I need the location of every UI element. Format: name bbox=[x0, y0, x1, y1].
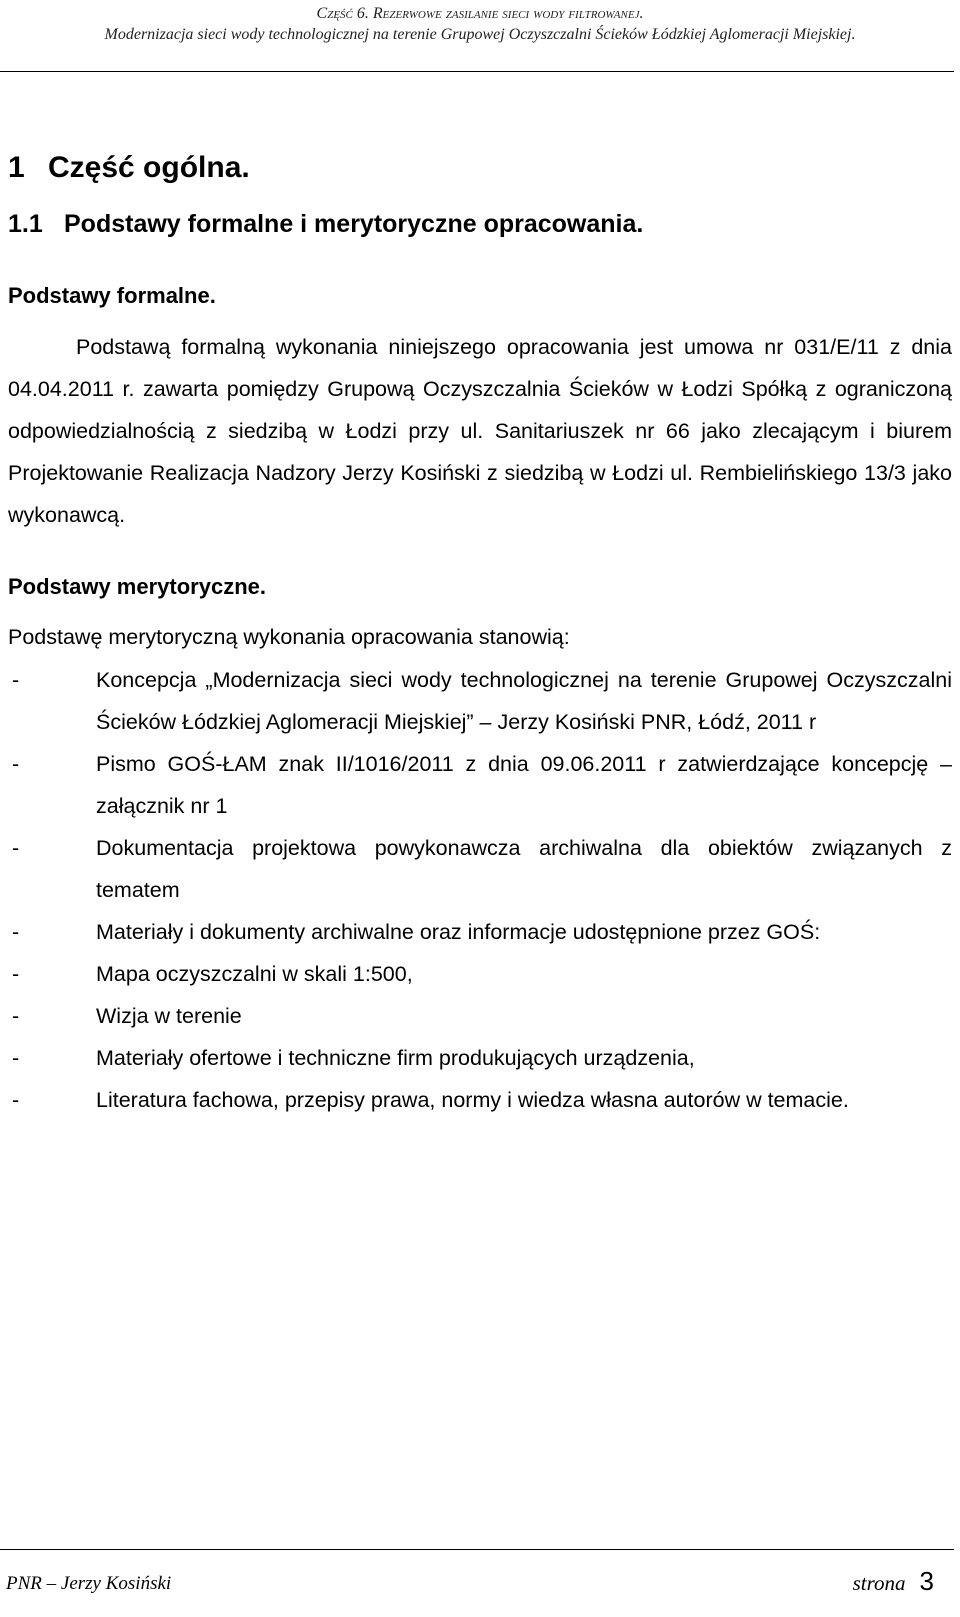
formal-basis-text: Podstawą formalną wykonania niniejszego opracowania jest umowa nr 031/E/11 z dnia 04.04.2011 r. zawarta pomiędzy Grupową Oczyszczalnia Ścieków w Łodzi Spółką z ograniczoną odpowiedzialnością z siedzibą w Łodzi przy ul. Sanitariuszek nr 66 jako zlecającym i biurem Projektowanie Realizacja Nadzory Jerzy Kosiński z siedzibą w Łodzi ul. Rembielińskiego 13/3 jako wykonawcą. bbox=[8, 335, 952, 527]
substantive-basis-heading: Podstawy merytoryczne. bbox=[8, 574, 266, 599]
section-number: 1 bbox=[8, 151, 25, 184]
section-heading-1-1 bbox=[8, 209, 643, 239]
subsection-title: Podstawy formalne i merytoryczne opracowania. bbox=[64, 210, 644, 238]
footer-divider bbox=[0, 1549, 954, 1550]
page-number: 3 bbox=[919, 1566, 934, 1596]
substantive-basis-list bbox=[8, 659, 952, 1121]
header-divider bbox=[0, 71, 954, 72]
page-number-block bbox=[853, 1566, 934, 1598]
footer-author: PNR – Jerzy Kosiński bbox=[6, 1573, 172, 1594]
list-item: - Pismo GOŚ-ŁAM znak II/1016/2011 z dnia 09.06.2011 r zatwierdzające koncepcję – załącznik nr 1 bbox=[12, 752, 952, 818]
list-item: - Materiały i dokumenty archiwalne oraz informacje udostępnione przez GOŚ: bbox=[12, 920, 821, 944]
list-item: - Koncepcja „Modernizacja sieci wody technologicznej na terenie Grupowej Oczyszczalni Ścieków Łódzkiej Aglomeracji Miejskiej” – Jerzy Kosiński PNR, Łódź, 2011 r bbox=[12, 668, 952, 734]
page-label: strona bbox=[852, 1571, 906, 1595]
list-item: - Dokumentacja projektowa powykonawcza archiwalna dla obiektów związanych z tematem bbox=[12, 836, 952, 902]
formal-basis-heading: Podstawy formalne. bbox=[8, 283, 216, 308]
header-part-title: Część 6. Rezerwowe zasilanie sieci wody filtrowanej. bbox=[316, 5, 644, 22]
list-item: - Materiały ofertowe i techniczne firm produkujących urządzenia, bbox=[12, 1046, 695, 1070]
header-project-title: Modernizacja sieci wody technologicznej na terenie Grupowej Oczyszczalni Ścieków Łódzkiej Aglomeracji Miejskiej. bbox=[104, 26, 856, 43]
subsection-number: 1.1 bbox=[8, 210, 43, 238]
substantive-basis-intro: Podstawę merytoryczną wykonania opracowania stanowią: bbox=[8, 625, 570, 649]
section-title: Część ogólna. bbox=[48, 151, 250, 184]
list-item: - Mapa oczyszczalni w skali 1:500, bbox=[12, 962, 413, 986]
list-item: - Literatura fachowa, przepisy prawa, normy i wiedza własna autorów w temacie. bbox=[12, 1088, 849, 1112]
list-item: - Wizja w terenie bbox=[12, 1004, 242, 1028]
section-heading-1 bbox=[8, 150, 250, 186]
formal-basis-paragraph bbox=[8, 326, 952, 536]
